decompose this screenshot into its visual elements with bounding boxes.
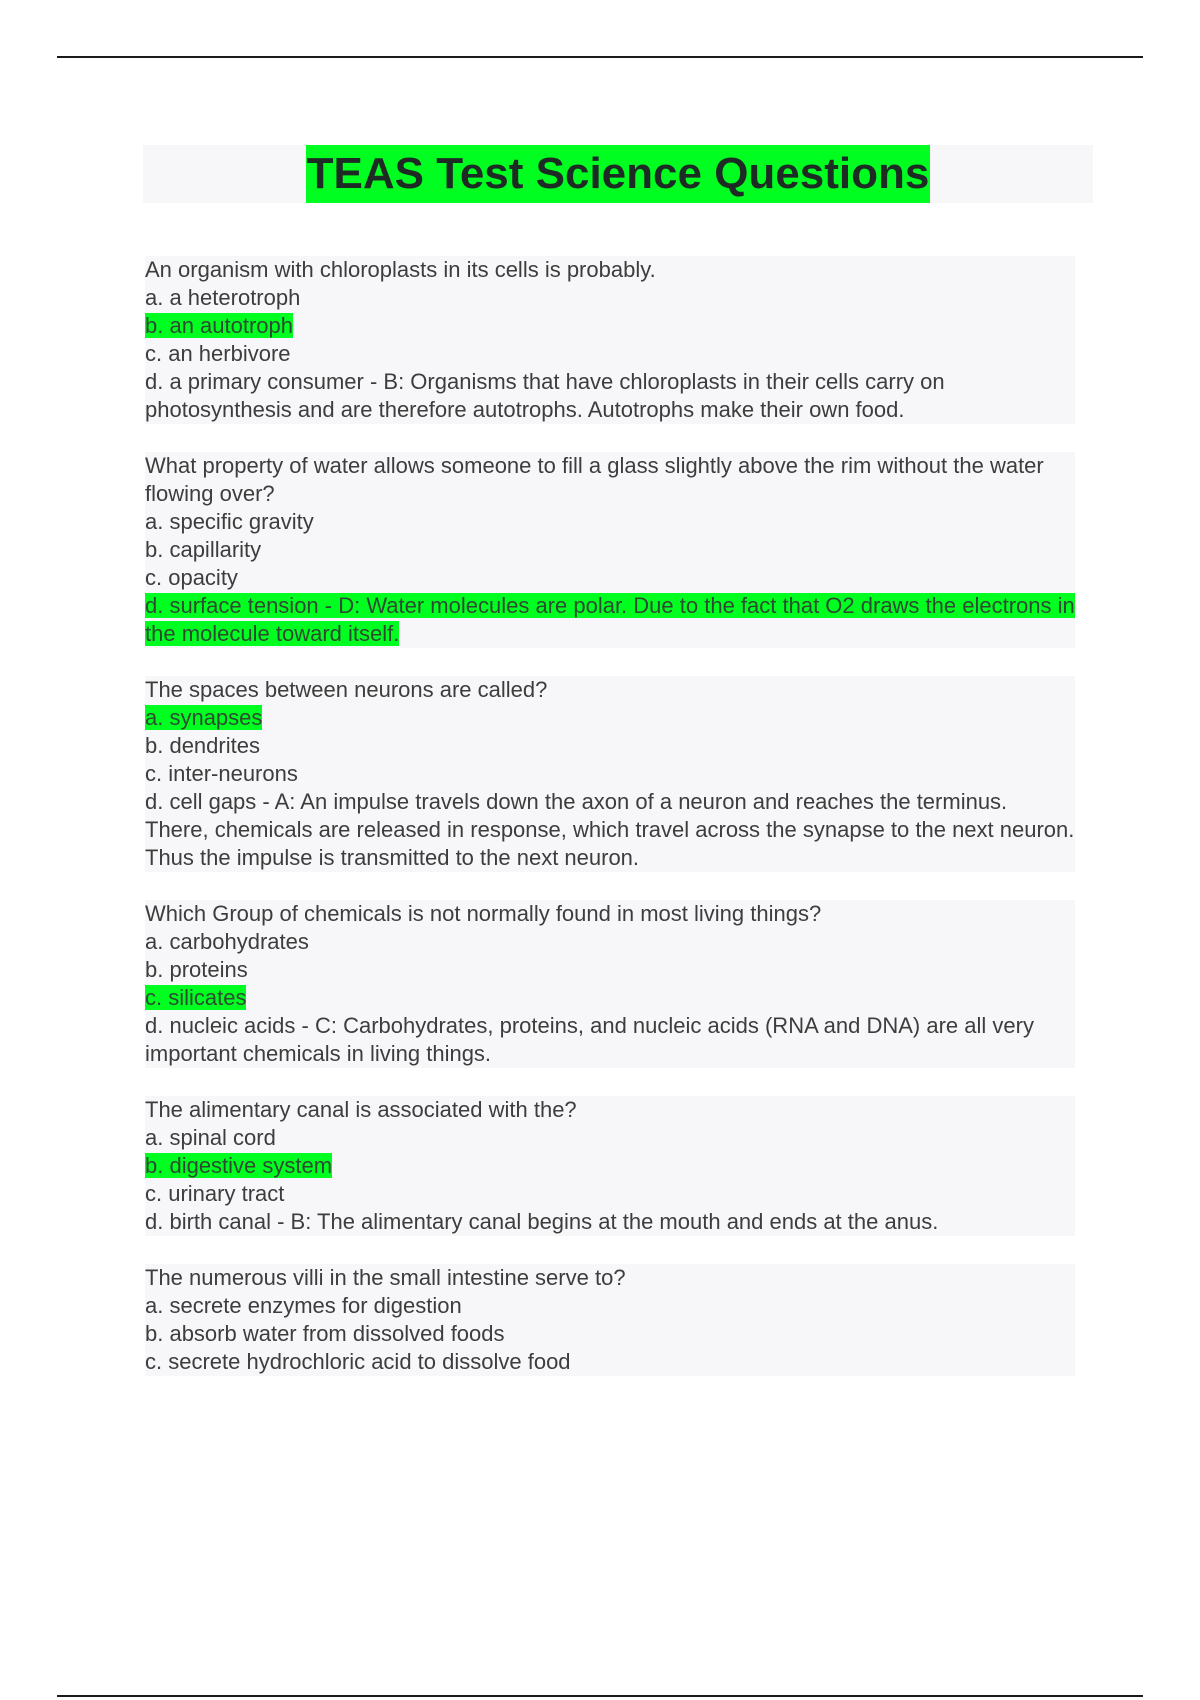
- answer-option-explanation: d. birth canal - B: The alimentary canal begins at the mouth and ends at the anus.: [145, 1209, 939, 1234]
- answer-option: c. urinary tract: [145, 1181, 285, 1206]
- answer-option: a. secrete enzymes for digestion: [145, 1293, 462, 1318]
- question-2: [145, 452, 1075, 648]
- top-rule: [57, 56, 1143, 58]
- answer-option-correct: [145, 592, 1075, 648]
- answer-option-correct: [145, 1152, 1075, 1180]
- document-title-text: TEAS Test Science Questions: [306, 145, 931, 203]
- correct-answer-highlight: a. synapses: [145, 705, 263, 730]
- answer-option: b. capillarity: [145, 537, 262, 562]
- answer-option: a. specific gravity: [145, 509, 314, 534]
- question-text: The spaces between neurons are called?: [145, 677, 548, 702]
- question-6: [145, 1264, 1075, 1376]
- question-1: [145, 256, 1075, 424]
- answer-option: b. proteins: [145, 957, 248, 982]
- correct-answer-highlight: d. surface tension - D: Water molecules are polar. Due to the fact that O2 draws the electrons in the molecule toward itself.: [145, 593, 1075, 646]
- answer-option: c. opacity: [145, 565, 238, 590]
- answer-option: a. a heterotroph: [145, 285, 301, 310]
- question-text: Which Group of chemicals is not normally found in most living things?: [145, 901, 822, 926]
- answer-option-explanation: d. a primary consumer - B: Organisms that have chloroplasts in their cells carry on photosynthesis and are therefore autotrophs. Autotrophs make their own food.: [145, 369, 945, 422]
- answer-option: b. dendrites: [145, 733, 260, 758]
- title-band: [143, 145, 1093, 203]
- answer-option: c. secrete hydrochloric acid to dissolve food: [145, 1349, 571, 1374]
- question-3: [145, 676, 1075, 872]
- correct-answer-highlight: c. silicates: [145, 985, 247, 1010]
- answer-option-correct: [145, 704, 1075, 732]
- question-5: [145, 1096, 1075, 1236]
- questions-list: [145, 256, 1075, 1404]
- question-text: An organism with chloroplasts in its cells is probably.: [145, 257, 656, 282]
- correct-answer-highlight: b. an autotroph: [145, 313, 294, 338]
- question-4: [145, 900, 1075, 1068]
- answer-option-correct: [145, 312, 1075, 340]
- document-title: [143, 145, 1093, 203]
- answer-option: a. carbohydrates: [145, 929, 309, 954]
- answer-option: c. an herbivore: [145, 341, 291, 366]
- answer-option-explanation: d. cell gaps - A: An impulse travels down the axon of a neuron and reaches the terminus. There, chemicals are released in response, which travel across the synapse to the next neuron. Thus the impulse is transmitted to the next neuron.: [145, 789, 1075, 870]
- question-text: What property of water allows someone to fill a glass slightly above the rim without the water flowing over?: [145, 453, 1044, 506]
- answer-option-correct: [145, 984, 1075, 1012]
- answer-option: b. absorb water from dissolved foods: [145, 1321, 505, 1346]
- answer-option: c. inter-neurons: [145, 761, 298, 786]
- answer-option: a. spinal cord: [145, 1125, 276, 1150]
- question-text: The alimentary canal is associated with the?: [145, 1097, 577, 1122]
- bottom-rule: [57, 1695, 1143, 1697]
- question-text: The numerous villi in the small intestine serve to?: [145, 1265, 626, 1290]
- correct-answer-highlight: b. digestive system: [145, 1153, 333, 1178]
- answer-option-explanation: d. nucleic acids - C: Carbohydrates, proteins, and nucleic acids (RNA and DNA) are all very important chemicals in living things.: [145, 1013, 1034, 1066]
